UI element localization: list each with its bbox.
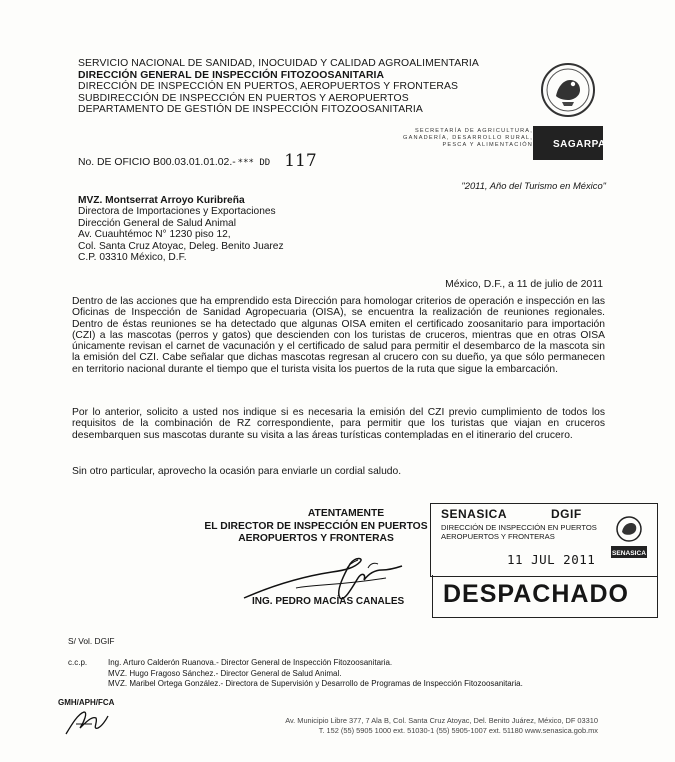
- closing: ATENTAMENTE: [307, 508, 385, 519]
- oficio-label: No. DE OFICIO B00.03.01.01.02.-: [78, 157, 236, 168]
- letter-date: México, D.F., a 11 de julio de 2011: [445, 279, 603, 290]
- recipient-line: Col. Santa Cruz Atoyac, Deleg. Benito Juarez: [78, 240, 284, 252]
- header-line-3: DIRECCIÓN DE INSPECCIÓN EN PUERTOS, AEROPUERTOS Y FRONTERAS: [78, 81, 459, 93]
- volante-ref: S/ Vol. DGIF: [68, 636, 115, 646]
- initials-scribble-icon: [62, 704, 112, 738]
- recipient-line: Dirección General de Salud Animal: [78, 217, 236, 229]
- despachado-stamp: [432, 575, 658, 618]
- body-paragraph-2: Por lo anterior, solicito a usted nos indique si es necesaria la emisión del CZI previo cumplimiento de todos los requisitos de la combinación de RZ correspondiente, para permitir que los turistas que viajan en cruceros desembarquen sus mascotas durante su visita a las áreas turísticas contempladas en el itinerario del crucero.: [72, 407, 605, 441]
- header-line-2: DIRECCIÓN GENERAL DE INSPECCIÓN FITOZOOSANITARIA: [78, 69, 385, 81]
- secretaria-name: SECRETARÍA DE AGRICULTURA, GANADERÍA, DESARROLLO RURAL, PESCA Y ALIMENTACIÓN: [403, 128, 533, 148]
- stamp-direction: DIRECCIÓN DE INSPECCIÓN EN PUERTOS AEROPUERTOS Y FRONTERAS: [441, 523, 597, 541]
- signer-title-line-2: AEROPUERTOS Y FRONTERAS: [238, 533, 394, 544]
- footer-address: [222, 716, 598, 736]
- ccp-item: MVZ. Maribel Ortega González.- Directora de Supervisión y Desarrollo de Programas de Inspección Fitozoosanitaria.: [108, 679, 523, 689]
- ccp-item: MVZ. Hugo Fragoso Sánchez.- Director General de Salud Animal.: [108, 668, 342, 678]
- header-line-4: SUBDIRECCIÓN DE INSPECCIÓN EN PUERTOS Y AEROPUERTOS: [78, 92, 409, 104]
- oficio-number-line: [78, 150, 317, 170]
- letterhead: [78, 58, 479, 116]
- signer-name: ING. PEDRO MACÍAS CANALES: [252, 596, 405, 607]
- recipient-block: [78, 195, 284, 263]
- senasica-logo-icon: [611, 514, 647, 562]
- signer-title-line-1: EL DIRECTOR DE INSPECCIÓN EN PUERTOS: [204, 520, 428, 532]
- footer-line-1: Av. Municipio Libre 377, 7 Ala B, Col. Santa Cruz Atoyac, Del. Benito Juárez, México, DF 03310: [285, 716, 598, 725]
- oficio-handwritten-mark: *** DD: [237, 158, 271, 168]
- ccp-label: c.c.p.: [68, 658, 88, 667]
- recipient-line: Directora de Importaciones y Exportaciones: [78, 206, 276, 218]
- header-line-1: SERVICIO NACIONAL DE SANIDAD, INOCUIDAD Y CALIDAD AGROALIMENTARIA: [78, 58, 479, 69]
- body-paragraph-3: Sin otro particular, aprovecho la ocasión para enviarle un cordial saludo.: [72, 466, 402, 477]
- sagarpa-logo: SAGARPA: [533, 126, 603, 160]
- ccp-item: c.c.p. Ing. Arturo Calderón Ruanova.- Director General de Inspección Fitozoosanitaria.: [68, 658, 393, 667]
- stamp-unit: DGIF: [551, 507, 582, 521]
- signature-block: [200, 508, 432, 546]
- body-paragraph-1: Dentro de las acciones que ha emprendido esta Dirección para homologar criterios de operación e inspección en las Oficinas de Inspección de Sanidad Agropecuaria (OISA), se encuentra la realización de reuniones regionales. Dentro de éstas reuniones se ha detectado que algunas OISA emiten el certificado zoosanitario para importación (CZI) a las mascotas (perros y gatos) que descienden con los turistas de cruceros, mientras que en otras OISA únicamente revisan el carnet de vacunación y el certificado de salud para permitir el desembarco de la mascota sin la emisión del CZI. Cabe señalar que dichas mascotas regresan al crucero con su dueño, ya que sólo permanecen en territorio nacional durante el tiempo que el turista visita los puertos de la ruta que sigue la embarcación.: [72, 296, 605, 375]
- stamp-org: SENASICA: [441, 507, 508, 521]
- year-motto: "2011, Año del Turismo en México": [461, 180, 606, 191]
- stamp-logo-text: SENASICA: [611, 550, 647, 557]
- ccp-list: [68, 658, 523, 690]
- senasica-received-stamp: [430, 503, 658, 577]
- recipient-line: C.P. 03310 México, D.F.: [78, 252, 187, 264]
- mexico-eagle-seal-icon: [540, 62, 596, 118]
- header-line-5: DEPARTAMENTO DE GESTIÓN DE INSPECCIÓN FITOZOOSANITARIA: [78, 104, 423, 116]
- footer-line-2: T. 152 (55) 5905 1000 ext. 51030-1 (55) 5905-1007 ext. 51180 www.senasica.gob.mx: [318, 726, 598, 735]
- oficio-number: 117: [284, 151, 317, 171]
- drafter-initials: GMH/APH/FCA: [58, 698, 115, 707]
- stamp-status: DESPACHADO: [443, 580, 629, 608]
- stamp-date: 11 JUL 2011: [507, 552, 596, 567]
- recipient-name: MVZ. Montserrat Arroyo Kuribreña: [78, 195, 245, 206]
- recipient-line: Av. Cuauhtémoc N° 1230 piso 12,: [78, 229, 231, 241]
